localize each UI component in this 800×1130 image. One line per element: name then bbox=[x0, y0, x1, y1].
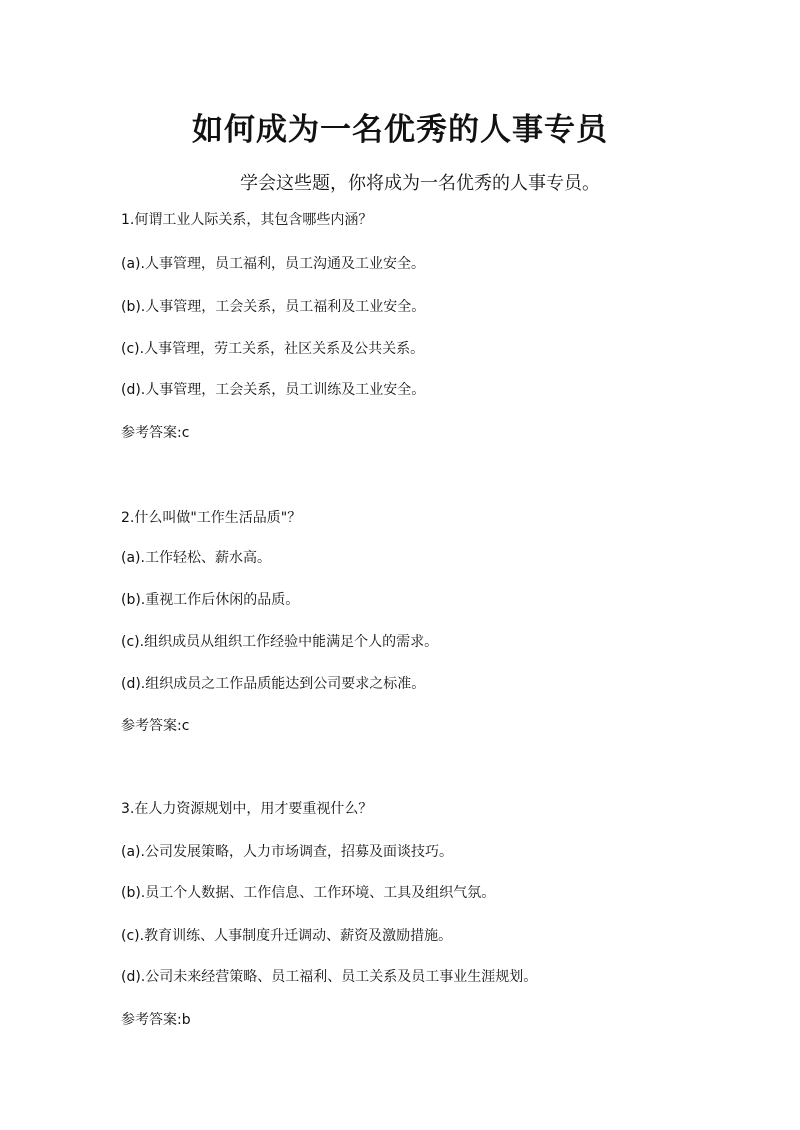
question-3-option-b: (b).员工个人数据、工作信息、工作环境、工具及组织气氛。 bbox=[121, 885, 496, 901]
question-1-option-d: (d).人事管理，工会关系，员工训练及工业安全。 bbox=[121, 382, 426, 398]
question-1-answer: 参考答案:c bbox=[121, 425, 190, 441]
question-2-answer: 参考答案:c bbox=[121, 718, 190, 734]
question-1: 1.何谓工业人际关系，其包含哪些内涵？ bbox=[121, 212, 373, 228]
question-3: 3.在人力资源规划中，用才要重视什么？ bbox=[121, 801, 373, 817]
document-title: 如何成为一名优秀的人事专员 bbox=[192, 112, 608, 148]
question-2: 2.什么叫做"工作生活品质"？ bbox=[121, 510, 302, 526]
question-2-option-c: (c).组织成员从组织工作经验中能满足个人的需求。 bbox=[121, 634, 439, 650]
document-subtitle: 学会这些题，你将成为一名优秀的人事专员。 bbox=[240, 173, 600, 194]
question-2-option-d: (d).组织成员之工作品质能达到公司要求之标准。 bbox=[121, 676, 426, 692]
question-3-option-c: (c).教育训练、人事制度升迁调动、薪资及激励措施。 bbox=[121, 928, 453, 944]
question-2-option-b: (b).重视工作后休闲的品质。 bbox=[121, 592, 300, 608]
question-1-option-c: (c).人事管理，劳工关系，社区关系及公共关系。 bbox=[121, 341, 425, 357]
question-3-answer: 参考答案:b bbox=[121, 1012, 191, 1028]
question-3-option-a: (a).公司发展策略，人力市场调查，招募及面谈技巧。 bbox=[121, 844, 453, 860]
question-2-option-a: (a).工作轻松、薪水高。 bbox=[121, 550, 271, 566]
question-3-option-d: (d).公司未来经营策略、员工福利、员工关系及员工事业生涯规划。 bbox=[121, 969, 538, 985]
question-1-option-a: (a).人事管理，员工福利，员工沟通及工业安全。 bbox=[121, 256, 425, 272]
question-1-option-b: (b).人事管理，工会关系，员工福利及工业安全。 bbox=[121, 299, 426, 315]
